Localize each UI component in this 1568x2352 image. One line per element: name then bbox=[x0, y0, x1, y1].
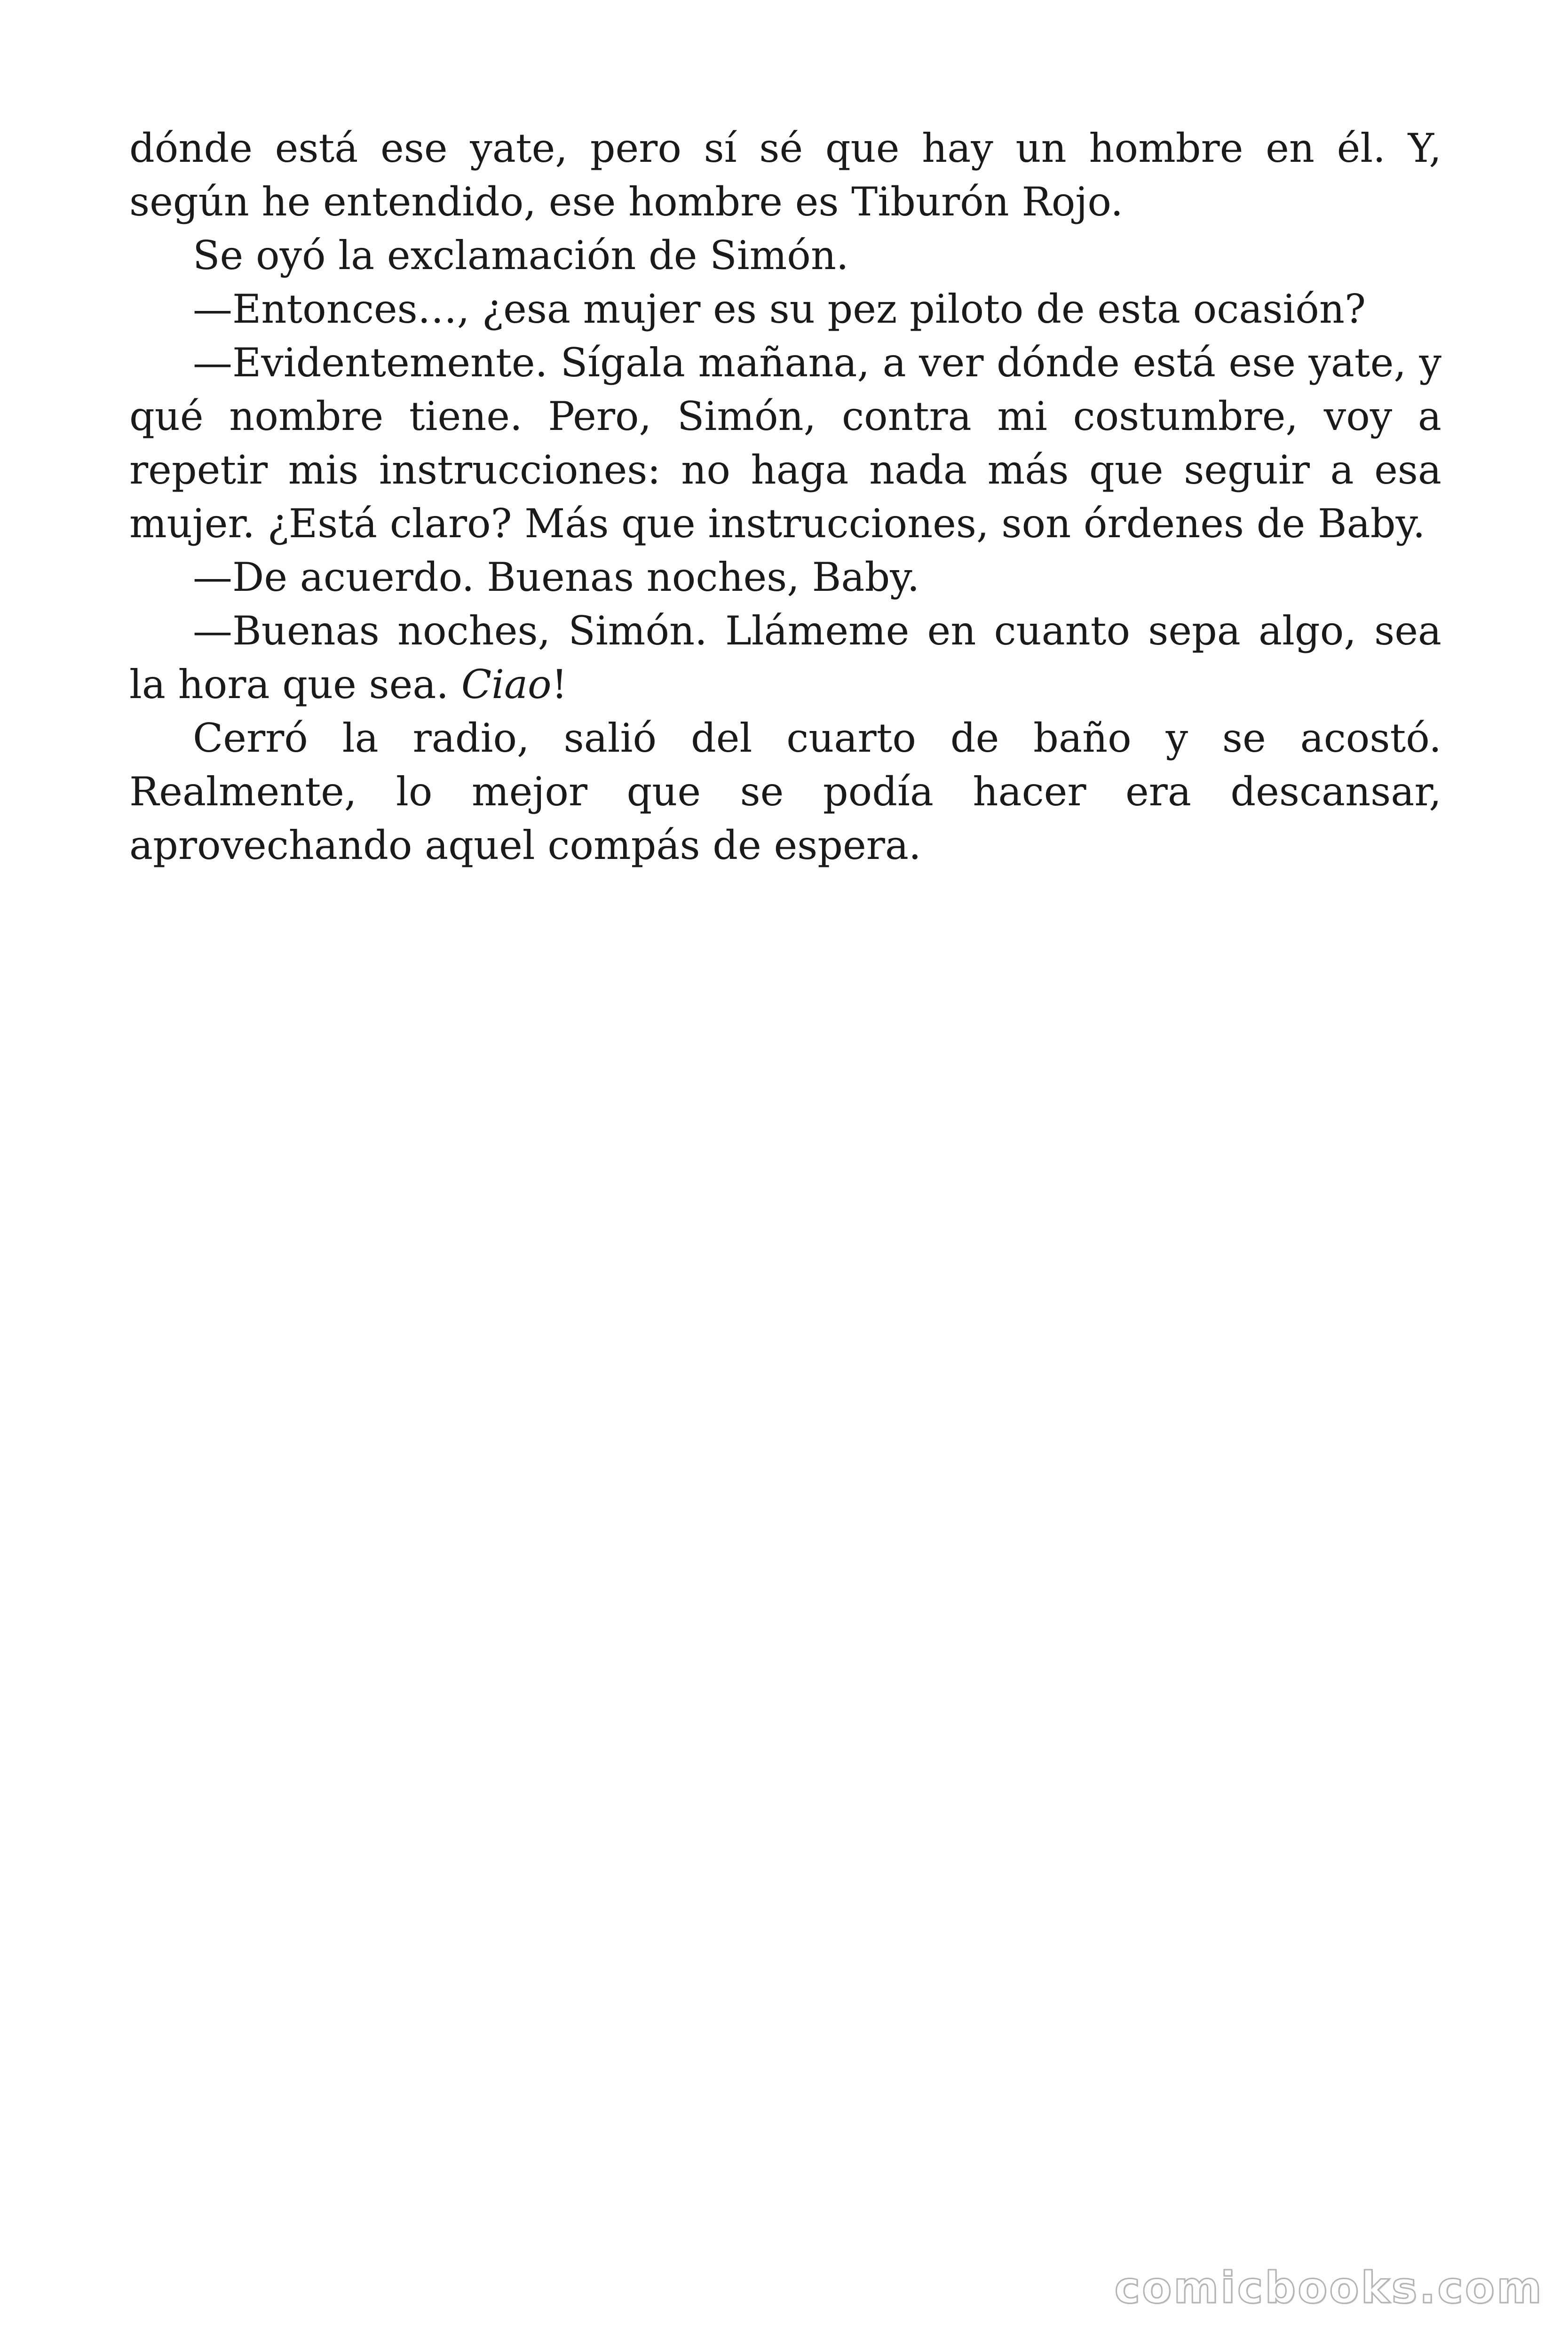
paragraph-7: Cerró la radio, salió del cuarto de baño y se acostó. Realmente, lo mejor que se podía hacer era descansar, aprovechando aquel compás de espera. bbox=[129, 715, 1441, 868]
paragraph-4: —Evidentemente. Sígala mañana, a ver dónde está ese yate, y qué nombre tiene. Pero, Simón, contra mi costumbre, voy a repetir mis instrucciones: no haga nada más que seguir a esa mujer. ¿Está claro? Más que instrucciones, son órdenes de Baby. bbox=[129, 340, 1441, 547]
body-text bbox=[129, 121, 1441, 872]
paragraph-2: Se oyó la exclamación de Simón. bbox=[193, 232, 849, 278]
paragraph-5: —De acuerdo. Buenas noches, Baby. bbox=[193, 554, 920, 600]
paragraph-1: dónde está ese yate, pero sí sé que hay un hombre en él. Y, según he entendido, ese hombre es Tiburón Rojo. bbox=[129, 125, 1441, 225]
paragraph-6-text: —Buenas noches, Simón. Llámeme en cuanto sepa algo, sea la hora que sea. bbox=[129, 608, 1441, 707]
paragraph-6-end: ! bbox=[551, 661, 568, 707]
italic-word: Ciao bbox=[461, 661, 552, 707]
paragraph-3: —Entonces…, ¿esa mujer es su pez piloto de esta ocasión? bbox=[193, 286, 1366, 332]
paragraph-6 bbox=[129, 604, 1441, 711]
watermark-logo: comicbooks.com bbox=[1114, 2263, 1544, 2313]
